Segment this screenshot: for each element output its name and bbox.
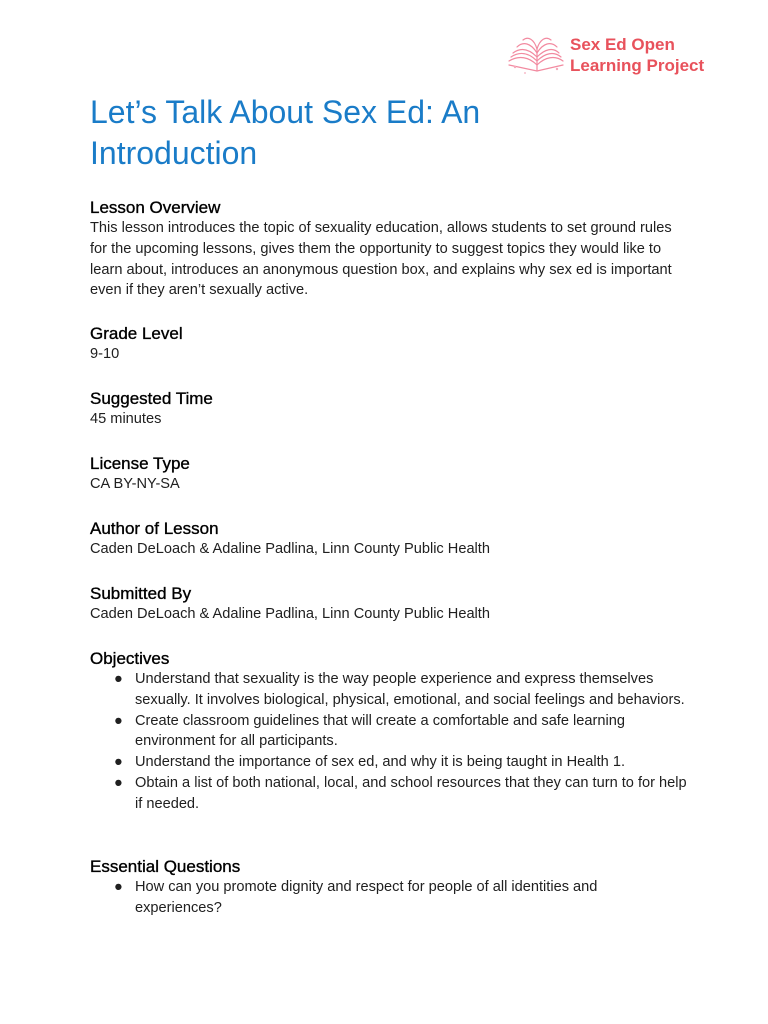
- objectives-section: [90, 649, 690, 815]
- license-section: [90, 454, 690, 495]
- logo-line-2: Learning Project: [570, 56, 705, 75]
- objectives-list: [90, 669, 690, 815]
- question-text: How can you promote dignity and respect for people of all identities and experiences?: [135, 879, 598, 916]
- logo-line-1: Sex Ed Open: [570, 35, 675, 54]
- page-title: Let’s Talk About Sex Ed: An Introduction: [90, 94, 481, 171]
- author-heading: Author of Lesson: [90, 519, 219, 538]
- time-value: 45 minutes: [90, 411, 162, 427]
- license-value: CA BY-NY-SA: [90, 476, 180, 492]
- list-item: [90, 773, 690, 815]
- questions-heading: Essential Questions: [90, 857, 241, 876]
- project-logo: [505, 28, 740, 80]
- time-section: [90, 389, 690, 430]
- grade-heading: Grade Level: [90, 324, 183, 343]
- logo-wordmark: [570, 34, 704, 76]
- objective-text: Understand the importance of sex ed, and why it is being taught in Health 1.: [135, 754, 625, 771]
- bullet-icon: ●: [114, 879, 123, 895]
- objective-text: Obtain a list of both national, local, and school resources that they can turn to for help if needed.: [135, 774, 687, 812]
- bullet-icon: ●: [114, 774, 123, 791]
- grade-section: [90, 324, 690, 365]
- bullet-icon: ●: [114, 671, 123, 687]
- open-book-icon: [505, 31, 567, 77]
- list-item: [90, 669, 690, 711]
- list-item: [90, 877, 650, 919]
- questions-section: [90, 857, 690, 919]
- bullet-icon: ●: [114, 754, 123, 771]
- objectives-heading: Objectives: [90, 649, 170, 668]
- bullet-icon: ●: [114, 712, 123, 729]
- time-heading: Suggested Time: [90, 389, 213, 408]
- overview-text: This lesson introduces the topic of sexuality education, allows students to set ground rules for the upcoming lessons, gives them the opportunity to suggest topics they would like to learn about, introduces an anonymous question box, and explains why sex ed is important even if they aren’t sexually active.: [90, 220, 672, 299]
- submitted-value: Caden DeLoach & Adaline Padlina, Linn County Public Health: [90, 606, 490, 622]
- overview-heading: Lesson Overview: [90, 198, 221, 217]
- objective-text: Understand that sexuality is the way people experience and express themselves sexually. It involves biological, physical, emotional, and social feelings and behaviors.: [135, 671, 685, 708]
- submitted-heading: Submitted By: [90, 584, 192, 603]
- author-value: Caden DeLoach & Adaline Padlina, Linn County Public Health: [90, 541, 490, 557]
- objective-text: Create classroom guidelines that will create a comfortable and safe learning environment for all participants.: [135, 712, 625, 750]
- list-item: [90, 752, 690, 773]
- license-heading: License Type: [90, 454, 190, 473]
- author-section: [90, 519, 690, 560]
- overview-section: [90, 198, 690, 301]
- grade-value: 9-10: [90, 346, 120, 362]
- questions-list: [90, 877, 650, 919]
- list-item: [90, 711, 690, 753]
- submitted-section: [90, 584, 690, 625]
